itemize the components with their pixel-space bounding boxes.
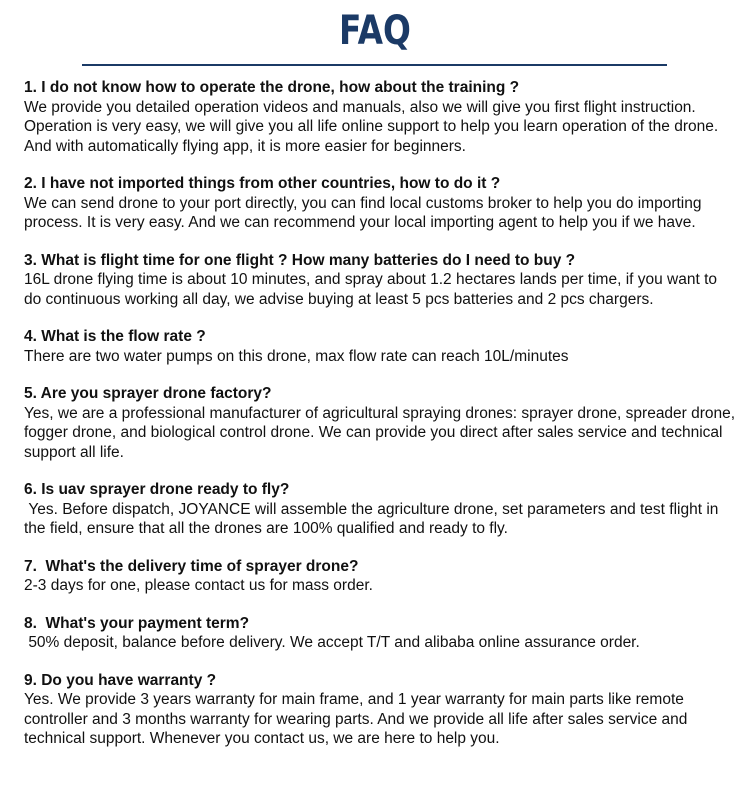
faq-answer: We provide you detailed operation videos and manuals, also we will give you first flight instruction. Operation is very easy, we will give you all life online support to help you learn operation of the drone. And with automatically flying app, it is more easier for beginners. — [24, 98, 722, 155]
faq-answer: Yes. We provide 3 years warranty for main frame, and 1 year warranty for main parts like remote controller and 3 months warranty for wearing parts. And we provide all life after sales service and technical support. Whenever you contact us, we are here to help you. — [24, 691, 692, 747]
faq-item-4 — [24, 327, 736, 366]
faq-answer: 50% deposit, balance before delivery. We accept T/T and alibaba online assurance order. — [24, 634, 640, 651]
faq-item-2 — [24, 174, 736, 233]
faq-question: 7. What's the delivery time of sprayer drone? — [24, 557, 359, 575]
faq-item-7 — [24, 557, 736, 596]
faq-item-8 — [24, 614, 736, 653]
faq-item-3 — [24, 251, 736, 310]
faq-answer: Yes, we are a professional manufacturer of agricultural spraying drones: sprayer drone, spreader drone, fogger drone, and biological control drone. We can provide you direct after sales service and technical support all life. — [24, 404, 740, 461]
faq-question: 8. What's your payment term? — [24, 614, 250, 632]
title-underline-divider — [82, 64, 667, 66]
faq-answer: We can send drone to your port directly, you can find local customs broker to help you do importing process. It is very easy. And we can recommend your local importing agent to help you if we have. — [24, 194, 706, 231]
faq-item-1 — [24, 78, 736, 156]
faq-item-5 — [24, 384, 740, 462]
page-header — [0, 0, 750, 70]
faq-question: 1. I do not know how to operate the drone, how about the training ? — [24, 79, 520, 96]
faq-question: 6. Is uav sprayer drone ready to fly? — [24, 481, 290, 498]
faq-list — [24, 78, 740, 767]
faq-item-6 — [24, 480, 736, 539]
faq-question: 9. Do you have warranty ? — [24, 671, 217, 689]
page-title: FAQ — [339, 8, 411, 54]
faq-answer: There are two water pumps on this drone, max flow rate can reach 10L/minutes — [24, 347, 569, 365]
faq-question: 4. What is the flow rate ? — [24, 328, 206, 345]
faq-answer: 2-3 days for one, please contact us for mass order. — [24, 577, 373, 594]
faq-answer: 16L drone flying time is about 10 minutes, and spray about 1.2 hectares lands per time, if you want to do continuous working all day, we advise buying at least 5 pcs batteries and 2 pcs chargers. — [24, 271, 722, 308]
faq-item-9 — [24, 671, 736, 749]
faq-question: 3. What is flight time for one flight ? How many batteries do I need to buy ? — [24, 251, 576, 269]
faq-question: 5. Are you sprayer drone factory? — [24, 385, 272, 402]
faq-answer: Yes. Before dispatch, JOYANCE will assemble the agriculture drone, set parameters and test flight in the field, ensure that all the drones are 100% qualified and ready to fly. — [24, 500, 723, 537]
faq-question: 2. I have not imported things from other countries, how to do it ? — [24, 175, 501, 192]
